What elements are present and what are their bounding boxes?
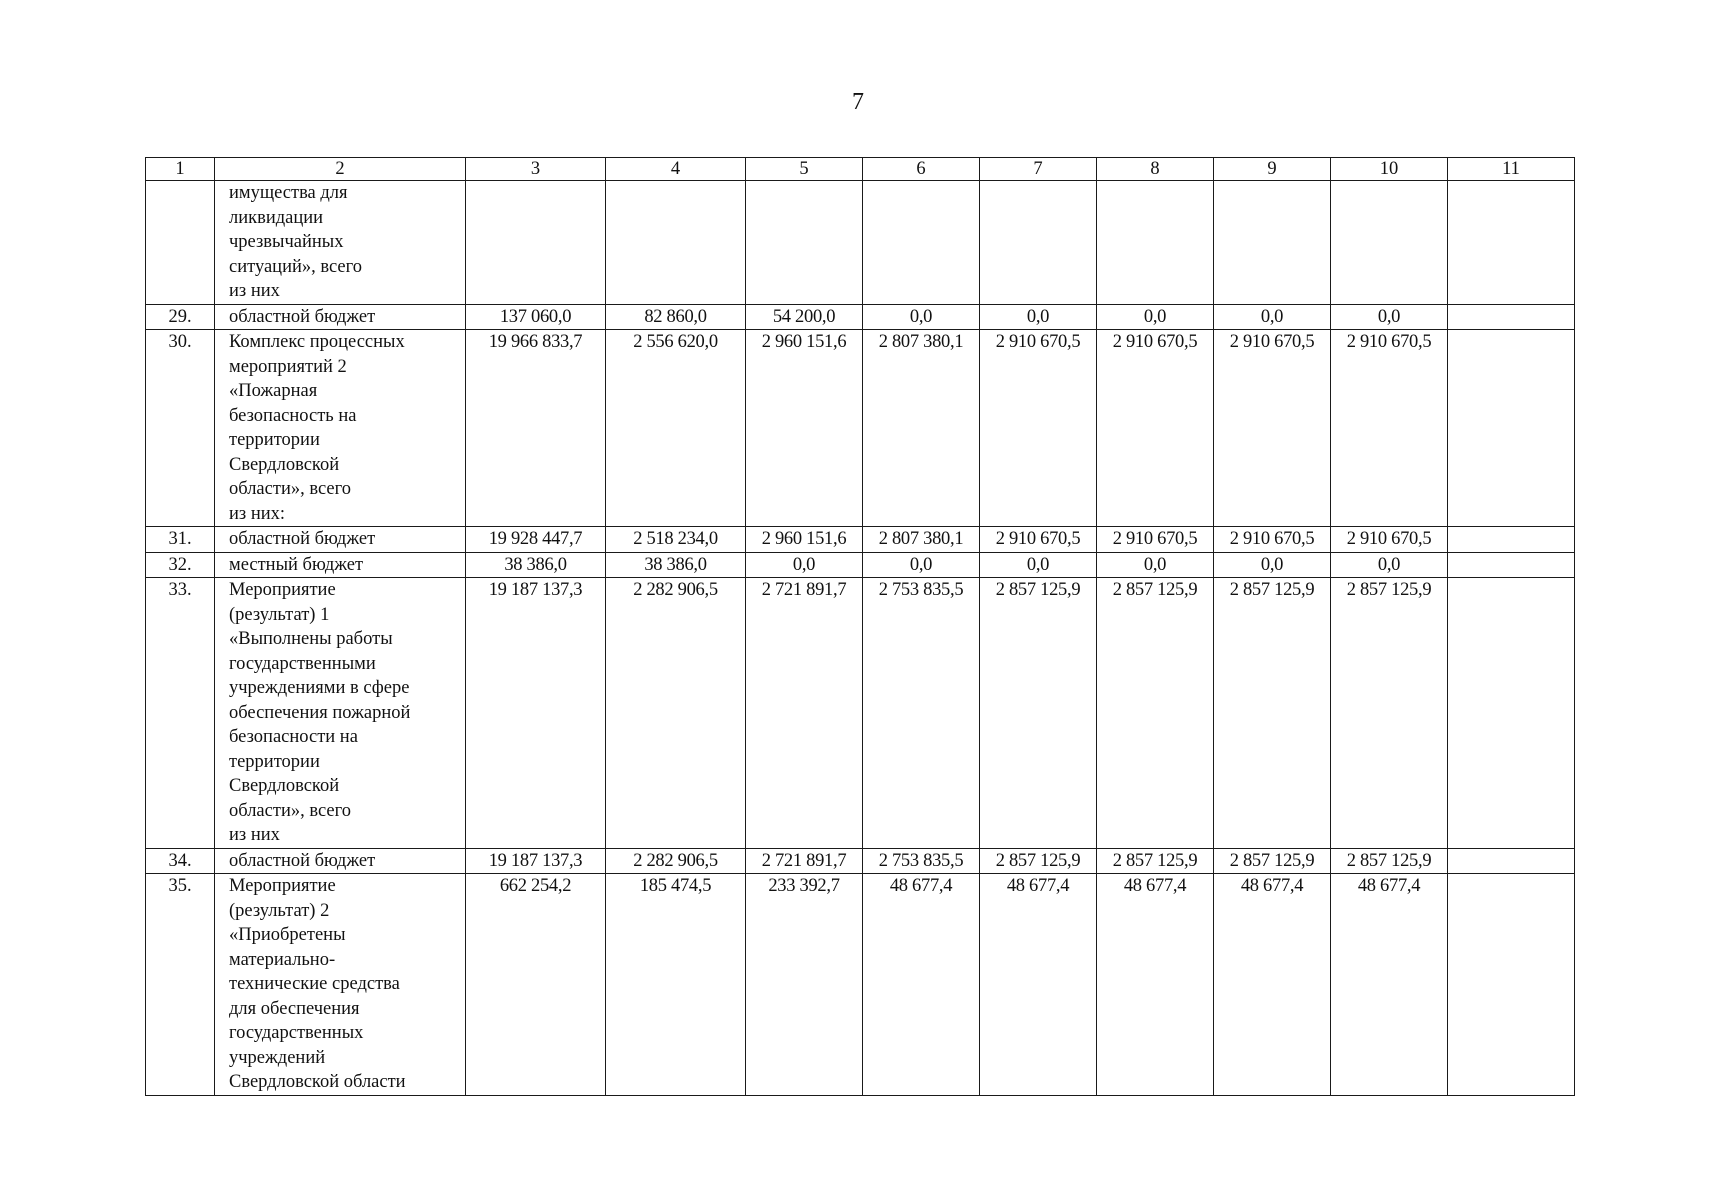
row-name-line: областной бюджет xyxy=(229,850,376,871)
row-name-line: государственных xyxy=(229,1023,364,1043)
value-cell-col-8: 0,0 xyxy=(1097,552,1214,578)
row-name-line: Комплекс процессных xyxy=(229,332,405,352)
value-cell-col-5: 2 960 151,6 xyxy=(746,330,863,527)
row-number-cell: 32. xyxy=(146,552,215,578)
value-cell-col-5: 0,0 xyxy=(746,552,863,578)
value-cell-col-10: 2 910 670,5 xyxy=(1331,527,1448,553)
value-cell-col-9: 48 677,4 xyxy=(1214,874,1331,1096)
value-cell-col-6: 48 677,4 xyxy=(863,874,980,1096)
row-name-line: технические средства xyxy=(229,974,400,994)
value-cell-col-10: 2 857 125,9 xyxy=(1331,848,1448,874)
value-cell-col-4: 2 282 906,5 xyxy=(606,848,746,874)
value-cell-col-4: 82 860,0 xyxy=(606,304,746,330)
row-name-line: учреждений xyxy=(229,1047,326,1068)
row-name-line: государственными xyxy=(229,653,376,674)
row-name-line: обеспечения пожарной xyxy=(229,702,411,723)
row-name-line: области», всего xyxy=(229,800,351,821)
value-cell-col-9: 0,0 xyxy=(1214,304,1331,330)
row-name-line: безопасности на xyxy=(229,727,358,747)
value-cell-col-3: 19 187 137,3 xyxy=(466,848,606,874)
table-row xyxy=(146,578,1575,849)
value-cell-col-6 xyxy=(863,181,980,305)
row-name-cell xyxy=(215,552,466,578)
value-cell-col-4: 2 556 620,0 xyxy=(606,330,746,527)
value-cell-col-4: 2 282 906,5 xyxy=(606,578,746,849)
row-name-line: из них xyxy=(229,281,280,301)
header-cell-3: 3 xyxy=(466,158,606,181)
value-cell-col-9: 0,0 xyxy=(1214,552,1331,578)
row-name-line: (результат) 1 xyxy=(229,604,330,625)
value-cell-col-5 xyxy=(746,181,863,305)
value-cell-col-7 xyxy=(980,181,1097,305)
row-name-line: для обеспечения xyxy=(229,998,360,1019)
row-name-line: территории xyxy=(229,751,320,772)
value-cell-col-10: 2 857 125,9 xyxy=(1331,578,1448,849)
value-cell-col-5: 233 392,7 xyxy=(746,874,863,1096)
value-cell-col-4: 38 386,0 xyxy=(606,552,746,578)
header-cell-6: 6 xyxy=(863,158,980,181)
row-name-line: территории xyxy=(229,430,320,450)
value-cell-col-9: 2 857 125,9 xyxy=(1214,848,1331,874)
row-name-line: Мероприятие xyxy=(229,876,336,896)
value-cell-col-7: 0,0 xyxy=(980,304,1097,330)
row-number-cell: 30. xyxy=(146,330,215,527)
row-name-line: Свердловской xyxy=(229,454,340,475)
row-name-cell xyxy=(215,330,466,527)
value-cell-col-10 xyxy=(1331,181,1448,305)
header-cell-10: 10 xyxy=(1331,158,1448,181)
row-name-line: чрезвычайных xyxy=(229,232,344,252)
table-row xyxy=(146,330,1575,527)
value-cell-col-5: 2 721 891,7 xyxy=(746,848,863,874)
value-cell-col-11 xyxy=(1448,304,1575,330)
value-cell-col-6: 2 807 380,1 xyxy=(863,330,980,527)
value-cell-col-4: 185 474,5 xyxy=(606,874,746,1096)
value-cell-col-6: 0,0 xyxy=(863,552,980,578)
row-name-cell xyxy=(215,578,466,849)
row-name-line: «Пожарная xyxy=(229,381,318,401)
value-cell-col-11 xyxy=(1448,848,1575,874)
value-cell-col-4: 2 518 234,0 xyxy=(606,527,746,553)
value-cell-col-5: 2 721 891,7 xyxy=(746,578,863,849)
value-cell-col-3 xyxy=(466,181,606,305)
value-cell-col-9: 2 857 125,9 xyxy=(1214,578,1331,849)
table-row xyxy=(146,552,1575,578)
value-cell-col-7: 2 857 125,9 xyxy=(980,848,1097,874)
row-name-line: учреждениями в сфере xyxy=(229,678,410,698)
value-cell-col-6: 2 753 835,5 xyxy=(863,578,980,849)
row-number-cell: 31. xyxy=(146,527,215,553)
row-number-cell xyxy=(146,181,215,305)
table-row xyxy=(146,304,1575,330)
value-cell-col-9 xyxy=(1214,181,1331,305)
budget-table xyxy=(145,157,1575,1096)
header-cell-7: 7 xyxy=(980,158,1097,181)
row-name-line: области», всего xyxy=(229,479,351,499)
value-cell-col-8: 2 910 670,5 xyxy=(1097,330,1214,527)
header-cell-11: 11 xyxy=(1448,158,1575,181)
row-name-line: областной бюджет xyxy=(229,306,376,327)
value-cell-col-9: 2 910 670,5 xyxy=(1214,527,1331,553)
value-cell-col-10: 48 677,4 xyxy=(1331,874,1448,1096)
row-name-line: имущества для xyxy=(229,183,348,203)
value-cell-col-3: 19 966 833,7 xyxy=(466,330,606,527)
value-cell-col-11 xyxy=(1448,527,1575,553)
value-cell-col-6: 2 807 380,1 xyxy=(863,527,980,553)
value-cell-col-11 xyxy=(1448,330,1575,527)
value-cell-col-8: 0,0 xyxy=(1097,304,1214,330)
table-row xyxy=(146,848,1575,874)
row-name-line: безопасность на xyxy=(229,405,357,426)
page-number: 7 xyxy=(852,89,864,115)
value-cell-col-3: 38 386,0 xyxy=(466,552,606,578)
value-cell-col-3: 662 254,2 xyxy=(466,874,606,1096)
value-cell-col-9: 2 910 670,5 xyxy=(1214,330,1331,527)
row-number-cell: 33. xyxy=(146,578,215,849)
table-body xyxy=(146,158,1575,1096)
value-cell-col-7: 0,0 xyxy=(980,552,1097,578)
value-cell-col-6: 2 753 835,5 xyxy=(863,848,980,874)
row-name-cell xyxy=(215,874,466,1096)
header-cell-4: 4 xyxy=(606,158,746,181)
value-cell-col-6: 0,0 xyxy=(863,304,980,330)
value-cell-col-11 xyxy=(1448,181,1575,305)
row-number-cell: 29. xyxy=(146,304,215,330)
table-row xyxy=(146,527,1575,553)
value-cell-col-3: 137 060,0 xyxy=(466,304,606,330)
value-cell-col-4 xyxy=(606,181,746,305)
value-cell-col-8 xyxy=(1097,181,1214,305)
row-name-line: Свердловской области xyxy=(229,1072,406,1092)
row-number-cell: 34. xyxy=(146,848,215,874)
value-cell-col-11 xyxy=(1448,578,1575,849)
row-name-line: из них: xyxy=(229,503,286,524)
row-name-line: местный бюджет xyxy=(229,554,364,575)
value-cell-col-3: 19 187 137,3 xyxy=(466,578,606,849)
value-cell-col-7: 2 910 670,5 xyxy=(980,330,1097,527)
value-cell-col-8: 2 857 125,9 xyxy=(1097,578,1214,849)
row-number-cell: 35. xyxy=(146,874,215,1096)
value-cell-col-11 xyxy=(1448,552,1575,578)
value-cell-col-11 xyxy=(1448,874,1575,1096)
header-cell-9: 9 xyxy=(1214,158,1331,181)
row-name-line: Мероприятие xyxy=(229,580,336,600)
value-cell-col-10: 0,0 xyxy=(1331,552,1448,578)
row-name-cell xyxy=(215,181,466,305)
value-cell-col-5: 54 200,0 xyxy=(746,304,863,330)
row-name-line: мероприятий 2 xyxy=(229,356,347,377)
header-cell-8: 8 xyxy=(1097,158,1214,181)
header-cell-5: 5 xyxy=(746,158,863,181)
table-row xyxy=(146,181,1575,305)
table-row xyxy=(146,874,1575,1096)
value-cell-col-8: 2 910 670,5 xyxy=(1097,527,1214,553)
value-cell-col-8: 2 857 125,9 xyxy=(1097,848,1214,874)
row-name-line: Свердловской xyxy=(229,776,340,796)
row-name-cell xyxy=(215,527,466,553)
row-name-line: ликвидации xyxy=(229,207,324,228)
row-name-line: областной бюджет xyxy=(229,529,376,549)
row-name-line: материально- xyxy=(229,949,336,970)
value-cell-col-3: 19 928 447,7 xyxy=(466,527,606,553)
row-name-line: «Приобретены xyxy=(229,925,346,945)
value-cell-col-7: 2 857 125,9 xyxy=(980,578,1097,849)
value-cell-col-7: 48 677,4 xyxy=(980,874,1097,1096)
row-name-cell xyxy=(215,304,466,330)
value-cell-col-7: 2 910 670,5 xyxy=(980,527,1097,553)
value-cell-col-10: 2 910 670,5 xyxy=(1331,330,1448,527)
value-cell-col-10: 0,0 xyxy=(1331,304,1448,330)
value-cell-col-8: 48 677,4 xyxy=(1097,874,1214,1096)
row-name-line: (результат) 2 xyxy=(229,900,330,921)
header-cell-2: 2 xyxy=(215,158,466,181)
table-header-row xyxy=(146,158,1575,181)
row-name-line: из них xyxy=(229,825,280,845)
row-name-line: «Выполнены работы xyxy=(229,629,393,649)
row-name-cell xyxy=(215,848,466,874)
header-cell-1: 1 xyxy=(146,158,215,181)
value-cell-col-5: 2 960 151,6 xyxy=(746,527,863,553)
row-name-line: ситуаций», всего xyxy=(229,256,363,277)
